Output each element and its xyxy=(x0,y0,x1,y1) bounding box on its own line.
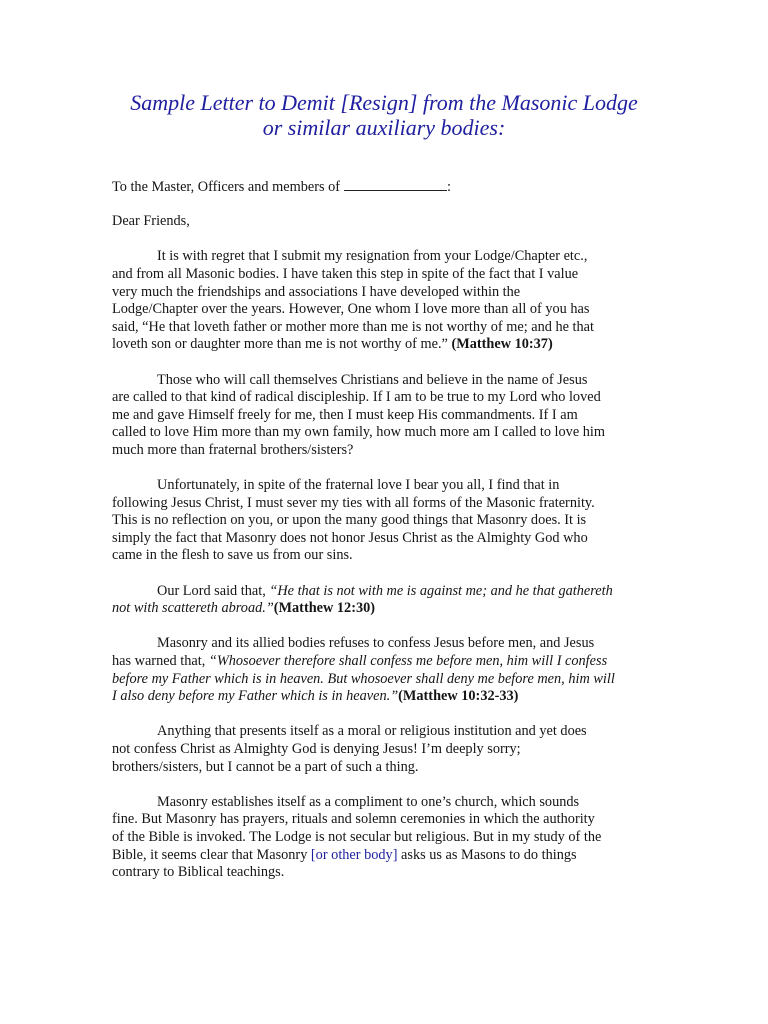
p2-line: much more than fraternal brothers/sisters? xyxy=(112,441,354,458)
p1-line: very much the friendships and associations I have developed within the xyxy=(112,283,521,300)
document-title xyxy=(40,90,728,140)
p1-line: and from all Masonic bodies. I have taken this step in spite of the fact that I value xyxy=(112,265,579,282)
addressee-line xyxy=(112,178,672,196)
p7-line: contrary to Biblical teachings. xyxy=(112,864,285,881)
p1-line: said, “He that loveth father or mother more than me is not worthy of me; and he that xyxy=(112,318,594,335)
p7-text: asks us as Masons to do things xyxy=(397,846,577,863)
p2-line: called to love Him more than my own family, how much more am I called to love him xyxy=(112,424,605,441)
placeholder-bracket: [or other body] xyxy=(310,846,398,863)
p5-text: has warned that, xyxy=(112,653,209,670)
addressee-colon: : xyxy=(447,179,452,195)
blank-fill-line xyxy=(344,178,447,191)
p2-line: me and gave Himself freely for me, then I must keep His commandments. If I am xyxy=(112,406,578,423)
p3-line: following Jesus Christ, I must sever my ties with all forms of the Masonic fraternity. xyxy=(112,494,595,511)
p5-line: before my Father which is in heaven. But whosoever shall deny me before men, him will xyxy=(112,670,615,687)
p3-line: came in the flesh to save us from our sins. xyxy=(112,547,353,564)
p6-line: not confess Christ as Almighty God is denying Jesus! I’m deeply sorry; xyxy=(112,741,521,757)
p7-text: Bible, it seems clear that Masonry xyxy=(112,846,311,863)
p7-line xyxy=(112,847,672,865)
scripture-quote: “Whosoever therefore shall confess me before men, him will I confess xyxy=(208,653,608,670)
p1-line: Lodge/Chapter over the years. However, One whom I love more than all of you has xyxy=(112,301,590,318)
p4-line xyxy=(112,600,672,618)
scripture-ref: (Matthew 10:37) xyxy=(451,336,553,353)
p2-line: Those who will call themselves Christians and believe in the name of Jesus xyxy=(157,371,588,388)
p1-line xyxy=(112,336,672,354)
p1-line: It is with regret that I submit my resignation from your Lodge/Chapter etc., xyxy=(157,248,588,265)
title-line-1: Sample Letter to Demit [Resign] from the Masonic Lodge xyxy=(130,90,638,115)
p2-line: are called to that kind of radical discipleship. If I am to be true to my Lord who loved xyxy=(112,389,601,406)
p7-line: fine. But Masonry has prayers, rituals and solemn ceremonies in which the authority xyxy=(112,811,595,828)
title-line-2: or similar auxiliary bodies: xyxy=(262,115,506,140)
addressee-text: To the Master, Officers and members of xyxy=(112,179,341,195)
greeting: Dear Friends, xyxy=(112,213,190,230)
p3-line: simply the fact that Masonry does not honor Jesus Christ as the Almighty God who xyxy=(112,529,588,546)
letter-body xyxy=(112,178,672,882)
p4-text: Our Lord said that, xyxy=(157,582,270,599)
scripture-ref: (Matthew 10:32-33) xyxy=(398,688,519,705)
p4-line xyxy=(112,583,672,601)
p5-line xyxy=(112,653,672,671)
p1-text: loveth son or daughter more than me is not worthy of me.” xyxy=(112,336,448,353)
p6-line: brothers/sisters, but I cannot be a part of such a thing. xyxy=(112,758,419,775)
p6-line: Anything that presents itself as a moral or religious institution and yet does xyxy=(157,723,587,740)
p7-line: of the Bible is invoked. The Lodge is not secular but religious. But in my study of the xyxy=(112,828,602,845)
p3-line: Unfortunately, in spite of the fraternal love I bear you all, I find that in xyxy=(157,477,560,494)
scripture-quote: “He that is not with me is against me; and he that gathereth xyxy=(269,582,613,599)
p7-line: Masonry establishes itself as a compliment to one’s church, which sounds xyxy=(157,793,580,810)
scripture-quote: I also deny before my Father which is in heaven.” xyxy=(112,688,399,705)
p5-line: Masonry and its allied bodies refuses to confess Jesus before men, and Jesus xyxy=(157,635,595,652)
p3-line: This is no reflection on you, or upon the many good things that Masonry does. It is xyxy=(112,512,587,529)
scripture-quote: not with scattereth abroad.” xyxy=(112,600,274,617)
p5-line xyxy=(112,688,672,706)
scripture-ref: (Matthew 12:30) xyxy=(273,600,376,617)
